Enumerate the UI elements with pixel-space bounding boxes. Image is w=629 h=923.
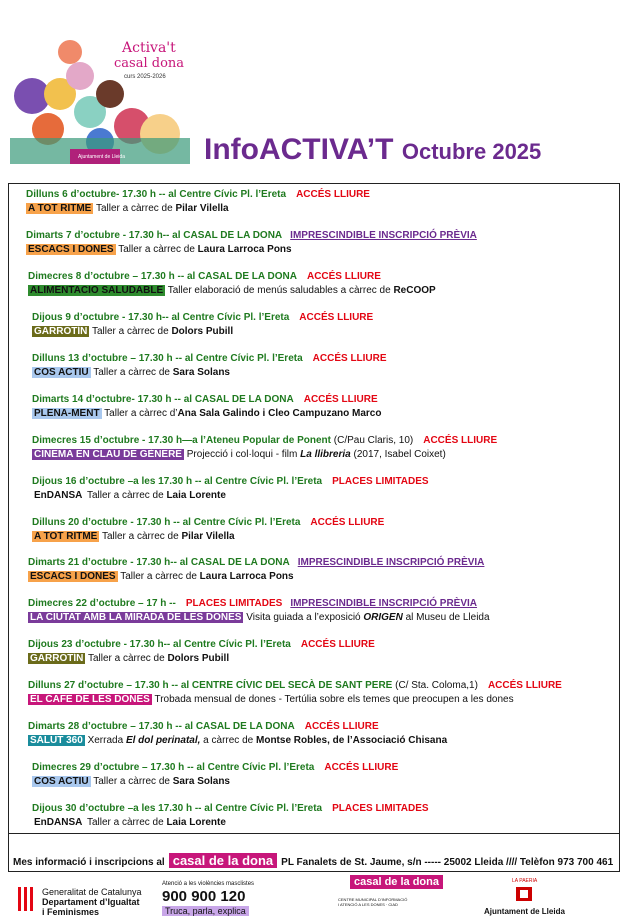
page-title bbox=[204, 133, 541, 167]
event-status: ACCÉS LLIURE bbox=[299, 312, 374, 323]
event-desc: Taller a càrrec de bbox=[91, 326, 172, 337]
event-speaker: Sara Solans bbox=[172, 776, 230, 787]
event-desc: Taller a càrrec de bbox=[118, 244, 198, 255]
logo-casal-text: casal dona bbox=[114, 56, 185, 71]
event-item bbox=[28, 597, 490, 625]
event-when-line bbox=[28, 270, 436, 284]
event-desc-line bbox=[26, 202, 370, 216]
casal-logo-sub: CENTRE MUNICIPAL D’INFORMACIÓ I ATENCIÓ A LES DONES · CIAD bbox=[338, 897, 408, 907]
gen-line3: i Feminismes bbox=[42, 907, 100, 917]
footer-pre: Mes informació i inscripcions al bbox=[13, 857, 165, 868]
footer-casal-logo: casal de la dona bbox=[169, 853, 277, 868]
event-desc-line bbox=[32, 325, 373, 339]
helpline-title: Atenció a les violències masclistes bbox=[162, 881, 255, 887]
event-status-2: IMPRESCINDIBLE INSCRIPCIÓ PRÈVIA bbox=[290, 598, 478, 609]
event-when: Dimarts 7 d’octubre - 17.30 h-- al CASAL DE LA DONA bbox=[26, 230, 283, 241]
event-speaker: Pilar Vilella bbox=[181, 531, 235, 542]
event-when-line bbox=[32, 352, 387, 366]
event-status: ACCÉS LLIURE bbox=[312, 353, 387, 364]
paeria-text: LA PAERIA bbox=[512, 878, 538, 884]
event-when-line bbox=[28, 556, 484, 570]
event-tag: EnDANSA bbox=[34, 817, 83, 828]
event-desc: Taller a càrrec de bbox=[87, 653, 168, 664]
event-item bbox=[32, 802, 429, 830]
event-desc-line bbox=[32, 366, 387, 380]
event-note: (C/ Sta. Coloma,1) bbox=[392, 680, 478, 691]
footer-info bbox=[8, 834, 620, 872]
event-desc: Taller a càrrec de bbox=[120, 571, 200, 582]
event-when-line bbox=[26, 188, 370, 202]
casal-dona-logo bbox=[338, 875, 448, 920]
event-when: Dimecres 22 d’octubre – 17 h -- bbox=[28, 598, 176, 609]
event-desc: Trobada mensual de dones - Tertúlia sobre els temes que preocupen a les dones bbox=[154, 694, 514, 705]
event-status: PLACES LIMITADES bbox=[332, 803, 429, 814]
event-item bbox=[28, 270, 436, 298]
event-note: (C/Pau Claris, 10) bbox=[330, 435, 414, 446]
gen-line1: Generalitat de Catalunya bbox=[42, 887, 142, 897]
footer-post: PL Fanalets de St. Jaume, s/n ----- 25002 Lleida //// Telèfon 973 700 461 bbox=[281, 857, 614, 868]
event-when-line bbox=[26, 229, 477, 243]
event-status: ACCÉS LLIURE bbox=[310, 517, 385, 528]
event-status: ACCÉS LLIURE bbox=[296, 189, 370, 200]
event-tag: GARROTÍN bbox=[34, 326, 88, 337]
event-speaker: Montse Robles, de l’Associació Chisana bbox=[256, 735, 448, 746]
event-when: Dimecres 29 d’octubre – 17.30 h -- al Centre Cívic Pl. l’Ereta bbox=[32, 762, 315, 773]
generalitat-emblem-icon bbox=[16, 887, 36, 911]
event-when-line bbox=[28, 638, 375, 652]
event-when-line bbox=[28, 597, 490, 611]
logo-activat-text: Activa't bbox=[122, 40, 176, 56]
event-desc-line bbox=[26, 243, 477, 257]
title-text: InfoACTIVA’T bbox=[204, 133, 394, 166]
event-item bbox=[32, 516, 384, 544]
event-tag: PLENA-MENT bbox=[34, 408, 100, 419]
event-desc-line bbox=[28, 652, 375, 666]
event-desc-line bbox=[32, 816, 429, 830]
event-desc-line bbox=[28, 734, 447, 748]
event-when: Dilluns 27 d’octubre – 17.30 h -- al CENTRE CÍVIC DEL SECÀ DE SANT PERE bbox=[28, 680, 393, 691]
event-tag: COS ACTIU bbox=[34, 776, 89, 787]
event-when: Dimecres 15 d’octubre - 17.30 h—a l’Ateneu Popular de Ponent bbox=[32, 435, 331, 446]
event-when: Dimarts 21 d’octubre - 17.30 h-- al CASAL DE LA DONA bbox=[28, 557, 290, 568]
event-item bbox=[32, 393, 381, 421]
event-desc-2: a càrrec de bbox=[200, 735, 256, 746]
event-when-line bbox=[32, 393, 381, 407]
helpline-phone: 900 900 120 bbox=[162, 888, 246, 905]
event-item bbox=[32, 352, 387, 380]
activat-logo bbox=[10, 34, 190, 164]
event-desc: Taller a càrrec de bbox=[101, 531, 182, 542]
event-speaker: Sara Solans bbox=[172, 367, 230, 378]
event-when: Dimarts 14 d’octubre- 17.30 h -- al CASAL DE LA DONA bbox=[32, 394, 294, 405]
event-item bbox=[32, 434, 497, 462]
event-when-line bbox=[32, 802, 429, 816]
event-status: ACCÉS LLIURE bbox=[303, 394, 378, 405]
event-item bbox=[28, 679, 562, 707]
event-when: Dimecres 8 d’octubre – 17.30 h -- al CASAL DE LA DONA bbox=[28, 271, 297, 282]
event-speaker: Ana Sala Galindo i Cleo Campuzano Marco bbox=[177, 408, 382, 419]
event-tag: EL CAFE DE LES DONES bbox=[30, 694, 150, 705]
paeria-emblem-icon bbox=[514, 885, 534, 903]
event-when-line bbox=[28, 679, 562, 693]
event-when: Dijous 16 d’octubre –a les 17.30 h -- al Centre Cívic Pl. l’Ereta bbox=[32, 476, 323, 487]
casal-logo-text: casal de la dona bbox=[350, 875, 443, 889]
event-desc-line bbox=[32, 530, 384, 544]
event-status: ACCÉS LLIURE bbox=[324, 762, 399, 773]
event-speaker: Dolors Pubill bbox=[167, 653, 230, 664]
event-desc-line bbox=[28, 611, 490, 625]
event-desc-line bbox=[32, 407, 381, 421]
violencia-helpline bbox=[162, 875, 262, 920]
event-item bbox=[32, 311, 373, 339]
event-status: ACCÉS LLIURE bbox=[300, 639, 375, 650]
event-desc: Taller a càrrec de bbox=[95, 203, 176, 214]
event-desc: Taller elaboració de menús saludables a càrrec de bbox=[167, 285, 394, 296]
title-month: Octubre 2025 bbox=[401, 139, 542, 164]
event-desc: Visita guiada a l’exposició bbox=[246, 612, 364, 623]
event-tag: SALUT 360 bbox=[30, 735, 83, 746]
event-tag: COS ACTIU bbox=[34, 367, 89, 378]
event-tag: ESCACS I DONES bbox=[30, 571, 116, 582]
event-when-line bbox=[32, 434, 497, 448]
event-item bbox=[26, 229, 477, 257]
event-tag: ALIMENTACIO SALUDABLE bbox=[30, 285, 164, 296]
event-status: ACCÉS LLIURE bbox=[423, 435, 498, 446]
event-desc: Taller a càrrec de bbox=[86, 817, 167, 828]
event-item bbox=[32, 761, 398, 789]
event-tag: LA CIUTAT AMB LA MIRADA DE LES DONES bbox=[30, 612, 242, 623]
event-status: IMPRESCINDIBLE INSCRIPCIÓ PRÈVIA bbox=[297, 557, 485, 568]
event-when-line bbox=[32, 475, 429, 489]
event-when-line bbox=[28, 720, 447, 734]
event-status: ACCÉS LLIURE bbox=[306, 271, 381, 282]
event-when: Dilluns 6 d’octubre- 17.30 h -- al Centre Cívic Pl. l’Ereta bbox=[26, 189, 287, 200]
event-tag: ESCACS I DONES bbox=[28, 244, 114, 255]
event-when: Dilluns 20 d’octubre - 17.30 h -- al Centre Cívic Pl. l’Ereta bbox=[32, 517, 301, 528]
event-speaker: Laia Lorente bbox=[166, 817, 226, 828]
gen-line2: Departament d’Igualtat bbox=[42, 897, 140, 907]
event-desc: Taller a càrrec de bbox=[86, 490, 167, 501]
event-title: La llibreria bbox=[300, 449, 351, 460]
event-when: Dilluns 13 d’octubre – 17.30 h -- al Centre Cívic Pl. l’Ereta bbox=[32, 353, 303, 364]
event-desc: Taller a càrrec d’ bbox=[104, 408, 178, 419]
event-title: El dol perinatal, bbox=[125, 735, 201, 746]
event-status: ACCÉS LLIURE bbox=[487, 680, 562, 691]
footer-text bbox=[13, 853, 613, 868]
ajuntament-text: Ajuntament de Lleida bbox=[484, 907, 565, 916]
event-speaker: Pilar Vilella bbox=[175, 203, 229, 214]
event-desc: Projecció i col·loqui - film bbox=[186, 449, 301, 460]
event-desc-line bbox=[28, 570, 484, 584]
logo-curs-text: curs 2025-2026 bbox=[124, 74, 166, 80]
event-speaker: Dolors Pubill bbox=[171, 326, 234, 337]
event-status: PLACES LIMITADES bbox=[185, 598, 283, 609]
event-when-line bbox=[32, 311, 373, 325]
event-desc: Taller a càrrec de bbox=[93, 367, 173, 378]
event-when: Dijous 30 d’octubre –a les 17.30 h -- al Centre Cívic Pl. l’Ereta bbox=[32, 803, 323, 814]
event-desc-2: al Museu de Lleida bbox=[402, 612, 490, 623]
event-when: Dimarts 28 d’octubre – 17.30 h -- al CASAL DE LA DONA bbox=[28, 721, 295, 732]
event-status: PLACES LIMITADES bbox=[332, 476, 429, 487]
event-item bbox=[28, 556, 484, 584]
event-tag: A TOT RITME bbox=[34, 531, 98, 542]
event-item bbox=[32, 475, 429, 503]
logo-small-text: Ajuntament de Lleida bbox=[78, 154, 125, 160]
event-speaker: ReCOOP bbox=[393, 285, 436, 296]
event-item bbox=[28, 720, 447, 748]
event-tag: CINEMA EN CLAU DE GÈNERE bbox=[34, 449, 182, 460]
event-desc-line bbox=[32, 448, 497, 462]
event-desc: Xerrada bbox=[87, 735, 126, 746]
event-status: IMPRESCINDIBLE INSCRIPCIÓ PRÈVIA bbox=[290, 230, 477, 241]
event-desc-line bbox=[28, 693, 562, 707]
event-status: ACCÉS LLIURE bbox=[304, 721, 379, 732]
event-tag: A TOT RITME bbox=[28, 203, 92, 214]
event-desc-line bbox=[32, 489, 429, 503]
event-tag: EnDANSA bbox=[34, 490, 83, 501]
event-speaker: Laura Larroca Pons bbox=[197, 244, 292, 255]
paeria-logo bbox=[484, 875, 584, 920]
event-desc-line bbox=[28, 284, 436, 298]
event-desc: Taller a càrrec de bbox=[93, 776, 173, 787]
event-when: Dijous 23 d’octubre - 17.30 h-- al Centre Cívic Pl. l’Ereta bbox=[28, 639, 291, 650]
event-when-line bbox=[32, 516, 384, 530]
event-when: Dijous 9 d’octubre - 17.30 h-- al Centre Cívic Pl. l’Ereta bbox=[32, 312, 290, 323]
event-title: ORIGEN bbox=[363, 612, 403, 623]
event-item bbox=[28, 638, 375, 666]
event-when-line bbox=[32, 761, 398, 775]
event-speaker: Laura Larroca Pons bbox=[199, 571, 294, 582]
event-desc-2: (2017, Isabel Coixet) bbox=[350, 449, 446, 460]
helpline-sub: Truca, parla, explica bbox=[162, 906, 249, 916]
event-speaker: Laia Lorente bbox=[166, 490, 226, 501]
event-desc-line bbox=[32, 775, 398, 789]
generalitat-logo bbox=[16, 875, 156, 920]
event-tag: GARROTÍN bbox=[30, 653, 84, 664]
event-item bbox=[26, 188, 370, 216]
